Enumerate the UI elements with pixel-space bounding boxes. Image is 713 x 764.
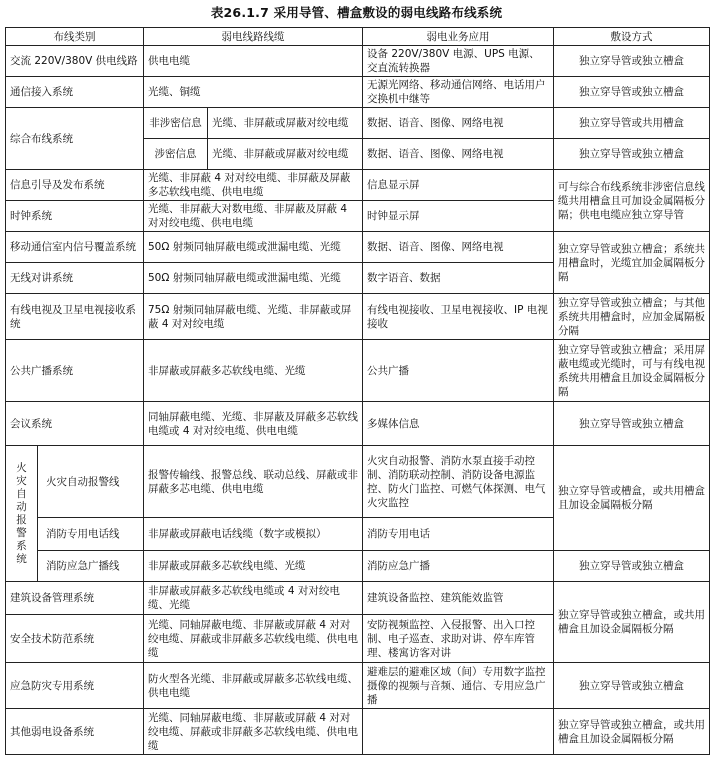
category-cell: 消防专用电话线: [38, 518, 144, 551]
fire-alarm-group-char: 灾: [16, 474, 27, 487]
method-cell: 独立穿导管或独立槽盒；与其他系统共用槽盒时，应加金属隔板分隔: [554, 294, 710, 340]
table-row: [6, 709, 710, 755]
category-cell: 消防应急广播线: [38, 551, 144, 582]
method-cell: 独立穿导管或独立槽盒，或共用槽盒且加设金属隔板分隔: [554, 709, 710, 755]
method-cell: 独立穿导管或独立槽盒: [554, 77, 710, 108]
table-row: [6, 77, 710, 108]
method-cell: 独立穿导管或独立槽盒: [554, 139, 710, 170]
application-cell: 避难层的避难区域（间）专用数字监控摄像的视频与音频、通信、专用应急广播: [363, 663, 554, 709]
header-application: 弱电业务应用: [363, 28, 554, 46]
fire-alarm-group-char: 系: [16, 539, 27, 552]
table-row: [6, 402, 710, 446]
fire-alarm-group-char: 火: [16, 461, 27, 474]
fire-alarm-group-char: 统: [16, 552, 27, 565]
cable-cell: 光缆、非屏蔽 4 对对绞电缆、非屏蔽及屏蔽多芯软线电缆、供电电缆: [144, 170, 363, 201]
cable-cell: 防火型各光缆、非屏蔽或屏蔽多芯软线电缆、供电电缆: [144, 663, 363, 709]
category-cell: 会议系统: [6, 402, 144, 446]
header-category: 布线类别: [6, 28, 144, 46]
cable-cell: 50Ω 射频同轴屏蔽电缆或泄漏电缆、光缆: [144, 232, 363, 263]
method-cell: 独立穿导管或独立槽盒: [554, 46, 710, 77]
subcategory-cell: 非涉密信息: [144, 108, 208, 139]
subcategory-cell: 涉密信息: [144, 139, 208, 170]
application-cell: 数据、语音、图像、网络电视: [363, 232, 554, 263]
category-cell: 综合布线系统: [6, 108, 144, 170]
cable-cell: 50Ω 射频同轴屏蔽电缆或泄漏电缆、光缆: [144, 263, 363, 294]
table-row: [6, 446, 710, 518]
method-cell: 独立穿导管或独立槽盒；采用屏蔽电缆或光缆时，可与有线电视系统共用槽盒且加设金属隔板分隔: [554, 340, 710, 402]
category-cell: 信息引导及发布系统: [6, 170, 144, 201]
category-cell: 有线电视及卫星电视接收系统: [6, 294, 144, 340]
fire-alarm-group-char: 自: [16, 487, 27, 500]
category-cell: 安全技术防范系统: [6, 615, 144, 663]
cable-cell: 光缆、同轴屏蔽电缆、非屏蔽或屏蔽 4 对对绞电缆、屏蔽或非屏蔽多芯软线电缆、供电电缆: [144, 615, 363, 663]
method-cell: 独立穿导管或共用槽盒: [554, 108, 710, 139]
cable-cell: 同轴屏蔽电缆、光缆、非屏蔽及屏蔽多芯软线电缆或 4 对对绞电缆、供电电缆: [144, 402, 363, 446]
application-cell: 信息显示屏: [363, 170, 554, 201]
fire-alarm-group-label: [6, 446, 38, 582]
table-row: [6, 108, 710, 139]
fire-alarm-group-char: 报: [16, 513, 27, 526]
method-cell: 独立穿导管或独立槽盒: [554, 402, 710, 446]
application-cell: 数字语音、数据: [363, 263, 554, 294]
header-method: 敷设方式: [554, 28, 710, 46]
fire-alarm-group-char: 警: [16, 526, 27, 539]
cable-cell: 供电电缆: [144, 46, 363, 77]
method-cell: 独立穿导管或独立槽盒: [554, 551, 710, 582]
fire-alarm-group-char: 动: [16, 500, 27, 513]
application-cell: 多媒体信息: [363, 402, 554, 446]
cable-cell: 非屏蔽或屏蔽多芯软线电缆、光缆: [144, 340, 363, 402]
application-cell: 消防应急广播: [363, 551, 554, 582]
application-cell: 数据、语音、图像、网络电视: [363, 108, 554, 139]
application-cell: 无源光网络、移动通信网络、电话用户交换机中继等: [363, 77, 554, 108]
application-cell: 火灾自动报警、消防水泵直接手动控制、消防联动控制、消防设备电源监控、防火门监控、可燃气体探测、电气火灾监控: [363, 446, 554, 518]
cable-cell: 光缆、同轴屏蔽电缆、非屏蔽或屏蔽 4 对对绞电缆、屏蔽或非屏蔽多芯软线电缆、供电电缆: [144, 709, 363, 755]
method-cell: 独立穿导管或独立槽盒: [554, 663, 710, 709]
category-cell: 无线对讲系统: [6, 263, 144, 294]
category-cell: 时钟系统: [6, 201, 144, 232]
table-row: [6, 294, 710, 340]
cable-cell: 75Ω 射频同轴屏蔽电缆、光缆、非屏蔽或屏蔽 4 对对绞电缆: [144, 294, 363, 340]
cable-cell: 光缆、铜缆: [144, 77, 363, 108]
cable-cell: 非屏蔽或屏蔽多芯软线电缆、光缆: [144, 551, 363, 582]
category-cell: 火灾自动报警线: [38, 446, 144, 518]
cable-cell: 光缆、非屏蔽大对数电缆、非屏蔽及屏蔽 4 对对绞电缆、供电电缆: [144, 201, 363, 232]
table-row: [6, 340, 710, 402]
category-cell: 其他弱电设备系统: [6, 709, 144, 755]
header-cable: 弱电线路线缆: [144, 28, 363, 46]
application-cell: 时钟显示屏: [363, 201, 554, 232]
category-cell: 建筑设备管理系统: [6, 582, 144, 615]
application-cell: 设备 220V/380V 电源、UPS 电源、交直流转换器: [363, 46, 554, 77]
application-cell: 数据、语音、图像、网络电视: [363, 139, 554, 170]
table-row: [6, 582, 710, 615]
table-row: [6, 170, 710, 201]
header-row: [6, 28, 710, 46]
table-row: [6, 663, 710, 709]
cable-cell: 非屏蔽或屏蔽电话线缆（数字或模拟）: [144, 518, 363, 551]
method-cell: 独立穿导管或独立槽盒；系统共用槽盒时，光缆宜加金属隔板分隔: [554, 232, 710, 294]
application-cell: 安防视频监控、入侵报警、出入口控制、电子巡查、求助对讲、停车库管理、楼寓访客对讲: [363, 615, 554, 663]
application-cell: 有线电视接收、卫星电视接收、IP 电视接收: [363, 294, 554, 340]
category-cell: 应急防灾专用系统: [6, 663, 144, 709]
table-row: [6, 232, 710, 263]
fire-alarm-group-text: [6, 462, 37, 566]
application-cell: 消防专用电话: [363, 518, 554, 551]
cable-cell: 光缆、非屏蔽或屏蔽对绞电缆: [208, 108, 363, 139]
category-cell: 公共广播系统: [6, 340, 144, 402]
method-cell: 可与综合布线系统非涉密信息线缆共用槽盒且可加设金属隔板分隔；供电电缆应独立穿导管: [554, 170, 710, 232]
category-cell: 移动通信室内信号覆盖系统: [6, 232, 144, 263]
category-cell: 通信接入系统: [6, 77, 144, 108]
table-title: 表26.1.7 采用导管、槽盒敷设的弱电线路布线系统: [210, 5, 503, 20]
cable-cell: 报警传输线、报警总线、联动总线、屏蔽或非屏蔽多芯电缆、供电电缆: [144, 446, 363, 518]
cable-cell: 光缆、非屏蔽或屏蔽对绞电缆: [208, 139, 363, 170]
cabling-table: [5, 27, 710, 755]
table-row: [6, 46, 710, 77]
application-cell: [363, 709, 554, 755]
method-cell: 独立穿导管或槽盒，或共用槽盒且加设金属隔板分隔: [554, 446, 710, 551]
table-row: [6, 551, 710, 582]
application-cell: 建筑设备监控、建筑能效监管: [363, 582, 554, 615]
category-cell: 交流 220V/380V 供电线路: [6, 46, 144, 77]
application-cell: 公共广播: [363, 340, 554, 402]
cable-cell: 非屏蔽或屏蔽多芯软线电缆或 4 对对绞电缆、光缆: [144, 582, 363, 615]
method-cell: 独立穿导管或独立槽盒，或共用槽盒且加设金属隔板分隔: [554, 582, 710, 663]
